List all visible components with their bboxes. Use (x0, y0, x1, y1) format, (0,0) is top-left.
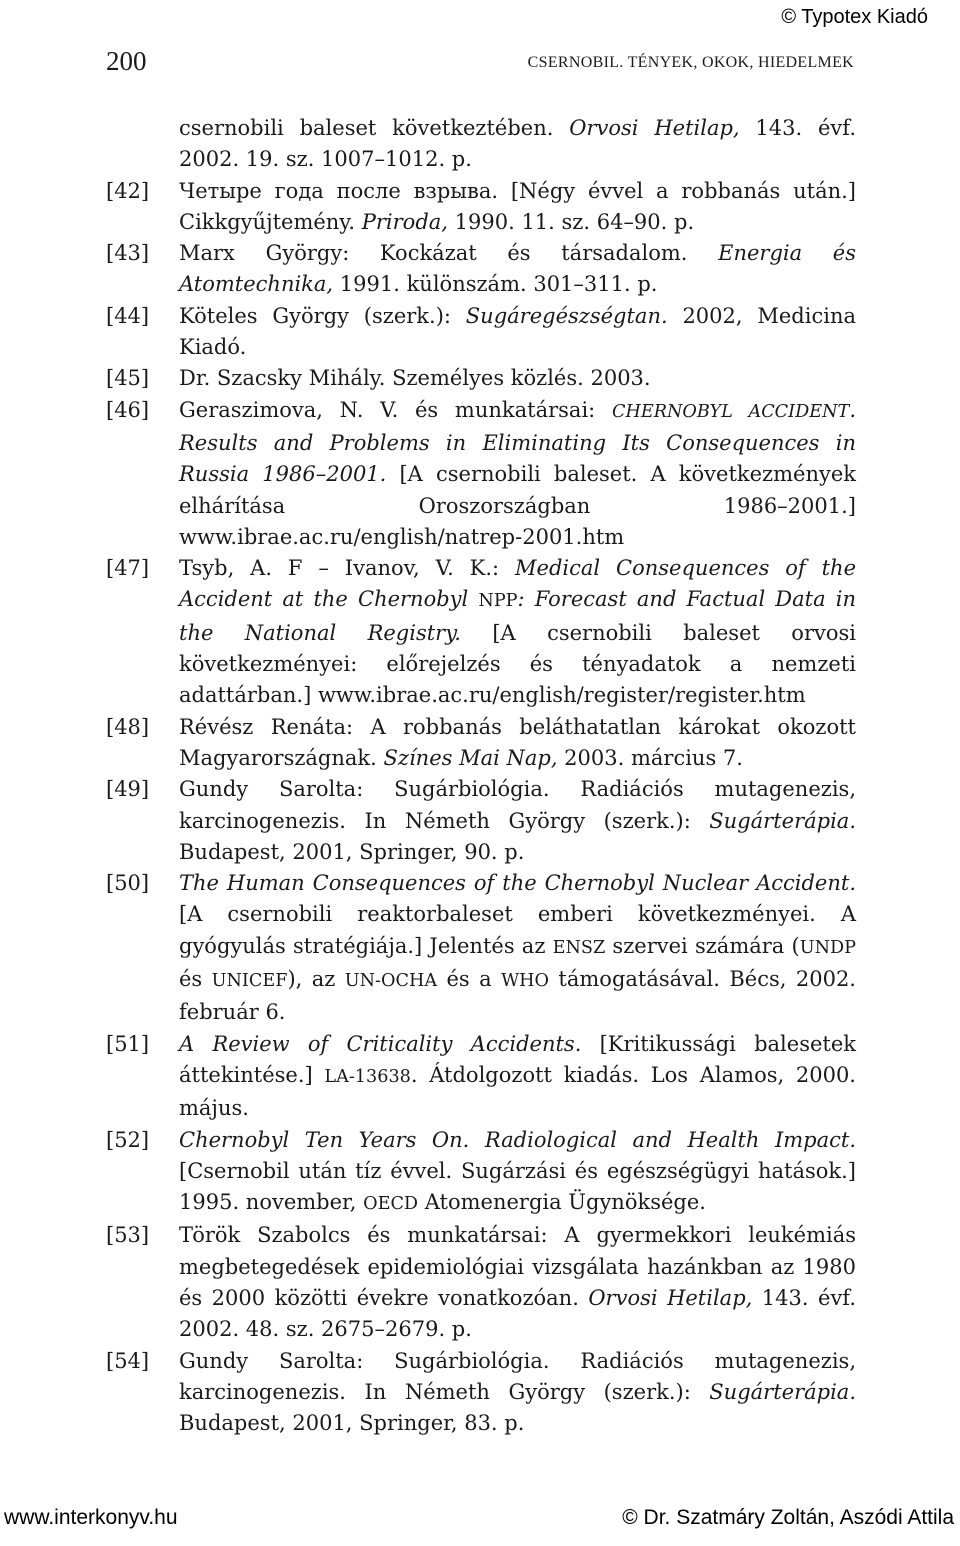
reference-46: [46] Geraszimova, N. V. és munkatársai: CHERNOBYL ACCIDENT. Results and Problems in Eliminating Its Consequences in Russia 1986–2001. [A csernobili baleset. A következmények elhárítása Oroszországban 1986–2001.] www.ibrae.ac.ru/english/natrep-2001.htm (106, 395, 856, 553)
running-head: CSERNOBIL. TÉNYEK, OKOK, HIEDELMEK (527, 54, 854, 71)
reference-50: [50] The Human Consequences of the Chernobyl Nuclear Accident. [A csernobili reaktorbaleset emberi következményei. A gyógyulás stratégiája.] Jelentés az ENSZ szervei számára (UNDP és UNICEF), az UN-OCHA és a WHO támogatásával. Bécs, 2002. február 6. (106, 868, 856, 1028)
reference-45: [45] Dr. Szacsky Mihály. Személyes közlés. 2003. (106, 363, 856, 394)
reference-number: [47] (106, 556, 150, 581)
reference-49: [49] Gundy Sarolta: Sugárbiológia. Radiációs mutagenezis, karcinogenezis. In Németh György (szerk.): Sugárterápia. Budapest, 2001, Springer, 90. p. (106, 774, 856, 868)
reference-number: [52] (106, 1127, 150, 1152)
reference-number: [42] (106, 178, 150, 203)
footer-website: www.interkonyv.hu (4, 1506, 178, 1529)
reference-number: [44] (106, 303, 150, 328)
page-number: 200 (106, 46, 147, 76)
reference-number: [50] (106, 871, 150, 896)
reference-51: [51] A Review of Criticality Accidents. [Kritikussági balesetek áttekintése.] LA-13638. Átdolgozott kiadás. Los Alamos, 2000. május. (106, 1029, 856, 1125)
footer-copyright: © Dr. Szatmáry Zoltán, Aszódi Attila (622, 1506, 954, 1529)
reference-list (106, 113, 856, 1439)
reference-number: [54] (106, 1348, 150, 1373)
reference-number: [45] (106, 366, 150, 391)
reference-54: [54] Gundy Sarolta: Sugárbiológia. Radiációs mutagenezis, karcinogenezis. In Németh György (szerk.): Sugárterápia. Budapest, 2001, Springer, 83. p. (106, 1346, 856, 1440)
reference-44: [44] Köteles György (szerk.): Sugáregészségtan. 2002, Medicina Kiadó. (106, 301, 856, 364)
reference-number: [46] (106, 397, 150, 422)
reference-number: [48] (106, 714, 150, 739)
reference-number: [51] (106, 1031, 150, 1056)
reference-53: [53] Török Szabolcs és munkatársai: A gyermekkori leukémiás megbetegedések epidemiológiai vizsgálata hazánkban az 1980 és 2000 közötti évekre vonatkozóan. Orvosi Hetilap, 143. évf. 2002. 48. sz. 2675–2679. p. (106, 1220, 856, 1345)
reference-42: [42] Четыре года после взрыва. [Négy évvel a robbanás után.] Cikkgyűjtemény. Priroda, 1990. 11. sz. 64–90. p. (106, 176, 856, 239)
reference-52: [52] Chernobyl Ten Years On. Radiological and Health Impact. [Csernobil után tíz évvel. Sugárzási és egészségügyi hatások.] 1995. november, OECD Atomenergia Ügynöksége. (106, 1125, 856, 1221)
reference-number: [49] (106, 777, 150, 802)
reference-47: [47] Tsyb, A. F – Ivanov, V. K.: Medical Consequences of the Accident at the Chernobyl NPP: Forecast and Factual Data in the National Registry. [A csernobili baleset orvosi következményei: előrejelzés és tényadatok a nemzeti adattárban.] www.ibrae.ac.ru/english/register/register.htm (106, 553, 856, 711)
copyright-watermark: © Typotex Kiadó (781, 6, 928, 28)
reference-number: [43] (106, 241, 150, 266)
continued-reference: csernobili baleset következtében. Orvosi Hetilap, 143. évf. 2002. 19. sz. 1007–1012. p. (179, 116, 856, 172)
reference-43: [43] Marx György: Kockázat és társadalom. Energia és Atomtechnika, 1991. különszám. 301–311. p. (106, 238, 856, 301)
reference-48: [48] Révész Renáta: A robbanás beláthatatlan károkat okozott Magyarországnak. Színes Mai Nap, 2003. március 7. (106, 712, 856, 775)
reference-number: [53] (106, 1223, 150, 1248)
